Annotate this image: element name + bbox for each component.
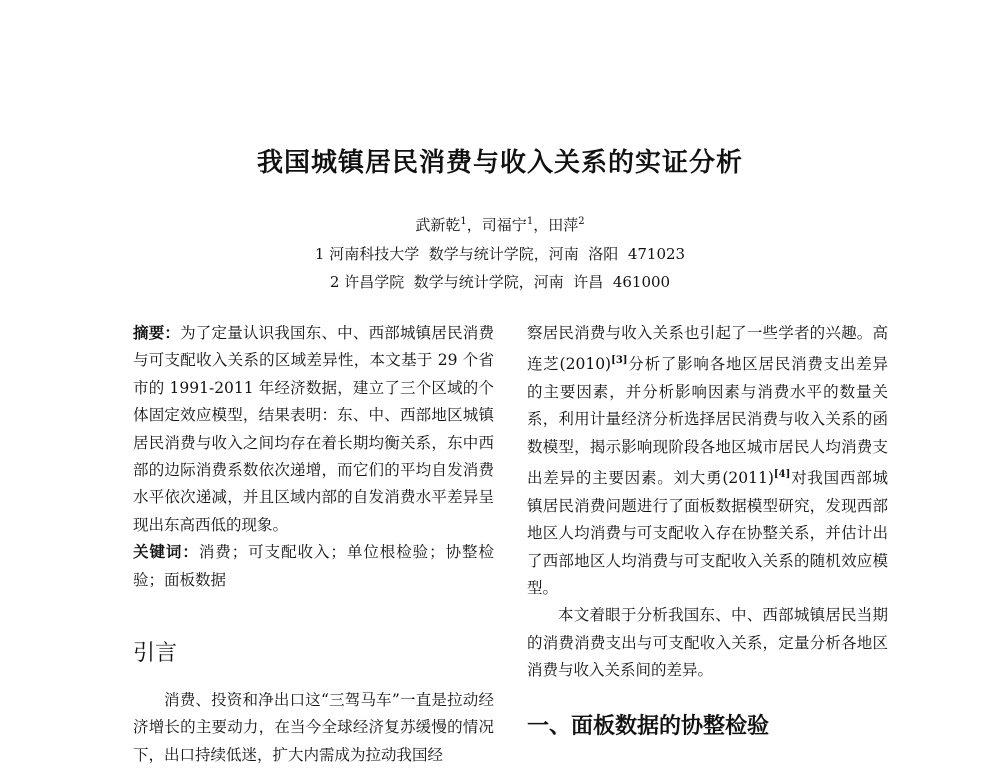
author-name: 武新乾 [415,216,461,234]
keywords [133,539,494,594]
section-heading: 一、面板数据的协整检验 [527,714,770,739]
intro-paragraph: 消费、投资和净出口这“三驾马车”一直是拉动经济增长的主要动力，在当今全球经济复苏缓慢的情况下，出口持续低迷，扩大内需成为拉动我国经 [133,691,494,764]
left-column [133,320,494,594]
author-name: 田萍 [548,216,579,234]
paragraph-text: 分析了影响各地区居民消费支出差异的主要因素，并分析影响因素与消费水平的数量关系，利用计量经济分析选择居民消费与收入关系的函数模型，揭示影响现阶段各地区城市居民人均消费支出差异的主要因素。刘大勇(2011) [527,355,888,488]
abstract-label: 摘要： [133,324,181,342]
body-paragraph [527,320,888,602]
author-affil-mark: 1 [460,216,467,227]
keywords-text: 消费；可支配收入；单位根检验；协整检验；面板数据 [133,543,494,589]
author-line: 武新乾$^1$，司福宁$^1$，田萍$^2$ [415,216,585,234]
intro-heading: 引言 [133,641,178,666]
intro-body [133,687,494,769]
affiliation-2: 2 许昌学院 数学与统计学院，河南 许昌 461000 [329,273,671,291]
abstract-text: 为了定量认识我国东、中、西部城镇居民消费与可支配收入关系的区域差异性，本文基于 29 个省市的 1991-2011 年经济数据，建立了三个区域的个体固定效应模型，结果表明：东、中、西部地区城镇居民消费与收入之间均存在着长期均衡关系，东中西部的边际消费系数依次递增，而它们的平均自发消费水平依次递减，并且区域内部的自发消费水平差异呈现出东高西低的现象。 [133,324,494,534]
paper-title: 我国城镇居民消费与收入关系的实证分析 [256,148,743,178]
paragraph-text: 对我国西部城镇居民消费问题进行了面板数据模型研究，发现西部地区人均消费与可支配收入存在协整关系，并估计出了西部地区人均消费与可支配收入关系的随机效应模型。 [527,469,888,597]
keywords-label: 关键词： [133,543,199,562]
paragraph-text: 察居民消费与收入关系也引起了一些学者的兴趣。高连芝(2010) [527,324,888,374]
author-name: 司福宁 [481,216,527,234]
abstract [133,320,494,539]
affiliation-1: 1 河南科技大学 数学与统计学院，河南 洛阳 471023 [314,245,686,263]
right-column [527,320,888,685]
body-paragraph: 本文着眼于分析我国东、中、西部城镇居民当期的消费消费支出与可支配收入关系，定量分析各地区消费与收入关系间的差异。 [527,606,888,680]
author-affil-mark: 2 [578,216,585,227]
citation-ref: [3] [611,355,628,367]
citation-ref: [4] [773,469,791,481]
author-affil-mark: 1 [526,216,534,227]
